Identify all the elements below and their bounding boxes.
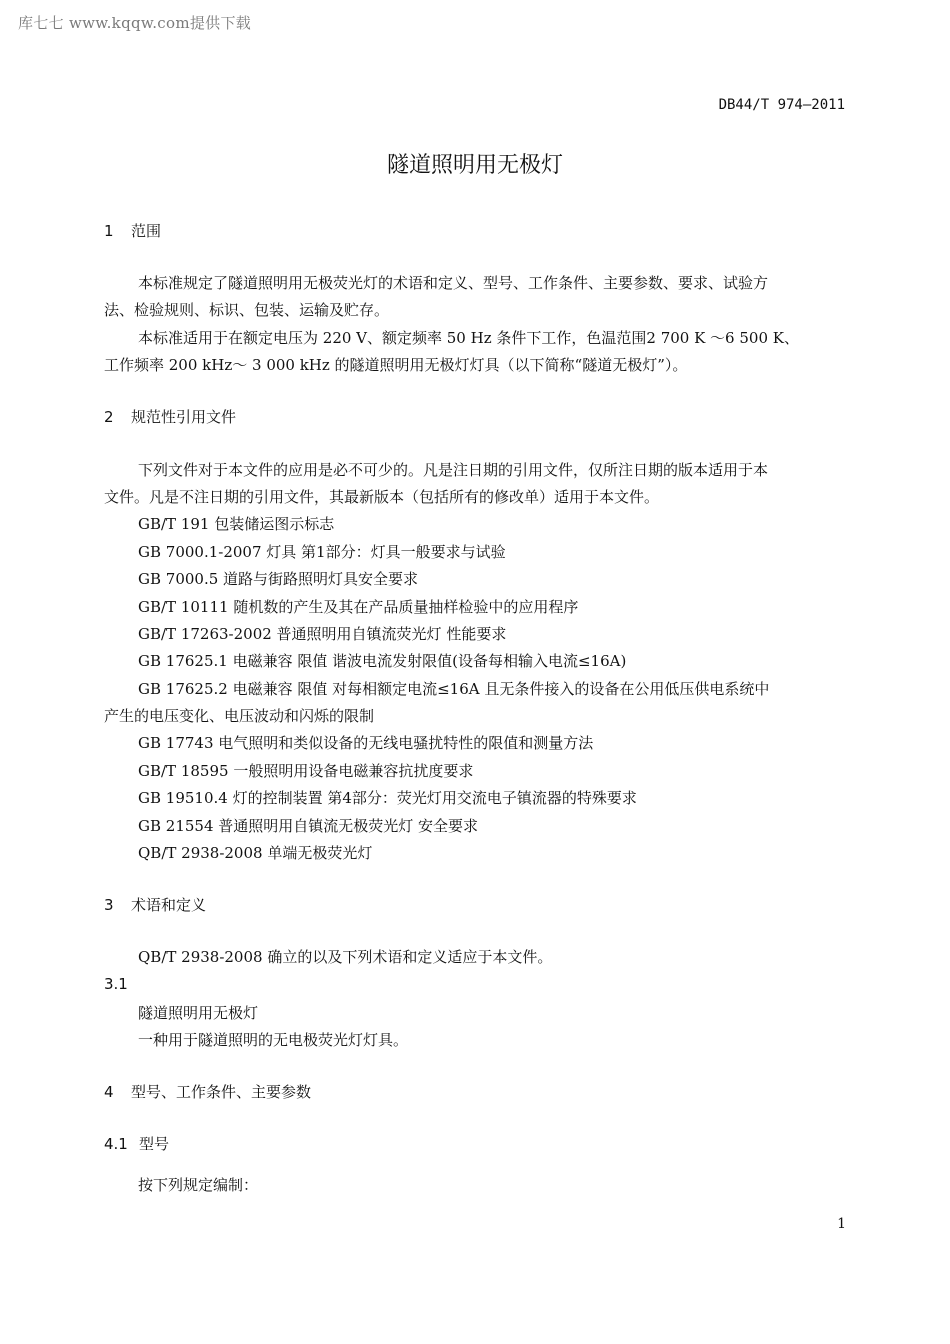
watermark: 库七七 www.kqqw.com提供下载	[18, 14, 252, 32]
section-number: 3	[104, 896, 114, 914]
paragraph-line: 工作频率 200 kHz～ 3 000 kHz 的隧道照明用无极灯灯具（以下简称“隧道无极灯”）。	[104, 356, 688, 374]
subsection-title: 型号	[139, 1135, 170, 1153]
section-number: 2	[104, 408, 114, 426]
reference-item: GB 19510.4 灯的控制装置 第4部分：荧光灯用交流电子镇流器的特殊要求	[138, 789, 637, 807]
section-1-heading	[104, 220, 161, 241]
section-title: 规范性引用文件	[131, 408, 237, 426]
reference-item: QB/T 2938-2008 单端无极荧光灯	[138, 844, 373, 862]
section-3-heading	[104, 894, 206, 915]
standard-code: DB44/T 974—2011	[718, 97, 845, 113]
section-number: 4	[104, 1083, 114, 1101]
paragraph-line: 法、检验规则、标识、包装、运输及贮存。	[104, 301, 390, 319]
reference-item: GB 17625.2 电磁兼容 限值 对每相额定电流≤16A 且无条件接入的设备在公用低压供电系统中	[138, 680, 770, 698]
paragraph-line: 文件。凡是不注日期的引用文件，其最新版本（包括所有的修改单）适用于本文件。	[104, 488, 660, 506]
reference-item: GB/T 18595 一般照明用设备电磁兼容抗扰度要求	[138, 762, 474, 780]
reference-item: GB/T 17263-2002 普通照明用自镇流荧光灯 性能要求	[138, 625, 507, 643]
paragraph-line: QB/T 2938-2008 确立的以及下列术语和定义适应于本文件。	[138, 948, 553, 966]
paragraph-line: 本标准规定了隧道照明用无极荧光灯的术语和定义、型号、工作条件、主要参数、要求、试验方	[138, 274, 769, 292]
subsection-4-1-heading	[104, 1133, 169, 1154]
section-4-heading	[104, 1081, 311, 1102]
section-title: 范围	[131, 222, 162, 240]
reference-item: GB/T 10111 随机数的产生及其在产品质量抽样检验中的应用程序	[138, 598, 579, 616]
subsection-number: 4.1	[104, 1135, 128, 1153]
reference-item: GB 17625.1 电磁兼容 限值 谐波电流发射限值(设备每相输入电流≤16A)	[138, 652, 627, 670]
term-name: 隧道照明用无极灯	[138, 1004, 259, 1022]
reference-item: GB 21554 普通照明用自镇流无极荧光灯 安全要求	[138, 817, 479, 835]
paragraph-line: 本标准适用于在额定电压为 220 V、额定频率 50 Hz 条件下工作，色温范围2 700 K ～6 500 K、	[138, 329, 799, 347]
section-title: 型号、工作条件、主要参数	[131, 1083, 312, 1101]
page-number: 1	[837, 1216, 846, 1232]
reference-item: GB/T 191 包装储运图示标志	[138, 515, 335, 533]
reference-item: GB 7000.5 道路与街路照明灯具安全要求	[138, 570, 419, 588]
document-title: 隧道照明用无极灯	[386, 153, 563, 178]
subsection-number: 3.1	[104, 975, 128, 993]
reference-item: GB 7000.1-2007 灯具 第1部分：灯具一般要求与试验	[138, 543, 506, 561]
section-title: 术语和定义	[131, 896, 207, 914]
section-2-heading	[104, 406, 236, 427]
term-definition: 一种用于隧道照明的无电极荧光灯灯具。	[138, 1031, 409, 1049]
reference-item: GB 17743 电气照明和类似设备的无线电骚扰特性的限值和测量方法	[138, 734, 594, 752]
paragraph-line: 下列文件对于本文件的应用是必不可少的。凡是注日期的引用文件，仅所注日期的版本适用于本	[138, 461, 769, 479]
paragraph-line: 按下列规定编制：	[138, 1176, 259, 1194]
reference-item-continued: 产生的电压变化、电压波动和闪烁的限制	[104, 707, 375, 725]
section-number: 1	[104, 222, 114, 240]
